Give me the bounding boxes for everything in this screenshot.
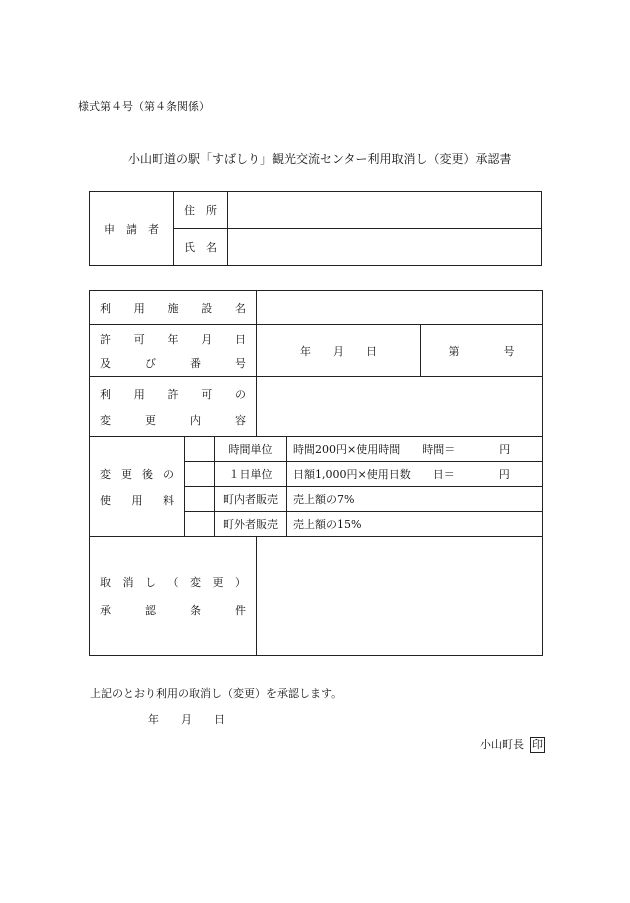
fee-label-line2: 使 用 料 bbox=[100, 493, 174, 507]
fee-detail: 売上額の15% bbox=[287, 512, 543, 537]
permit-label-line2: 及 び 番 号 bbox=[100, 356, 246, 370]
fee-type: 町外者販売 bbox=[215, 512, 287, 537]
signer-title: 小山町長 bbox=[480, 738, 524, 751]
address-field[interactable] bbox=[228, 192, 542, 229]
name-field[interactable] bbox=[228, 229, 542, 266]
seal-mark: 印 bbox=[532, 738, 543, 751]
fee-check-box[interactable] bbox=[185, 487, 215, 512]
fee-label-line1: 変 更 後 の bbox=[100, 467, 174, 481]
fee-detail: 売上額の7% bbox=[287, 487, 543, 512]
fee-check-box[interactable] bbox=[185, 462, 215, 487]
facility-label: 利 用 施 設 名 bbox=[100, 301, 246, 315]
applicant-table bbox=[89, 191, 542, 266]
page-title: 小山町道の駅「すばしり」観光交流センター利用取消し（変更）承認書 bbox=[128, 152, 512, 166]
fee-detail: 日額1,000円×使用日数 日＝ 円 bbox=[287, 462, 543, 487]
form-number: 様式第４号（第４条関係） bbox=[78, 100, 210, 113]
fee-type: 町内者販売 bbox=[215, 487, 287, 512]
change-content-field[interactable] bbox=[257, 377, 543, 437]
fee-check-box[interactable] bbox=[185, 512, 215, 537]
change-label-line2: 変 更 内 容 bbox=[100, 413, 246, 427]
main-table bbox=[89, 290, 543, 656]
signature-block bbox=[480, 736, 545, 753]
fee-check-box[interactable] bbox=[185, 437, 215, 462]
applicant-label: 申 請 者 bbox=[90, 192, 174, 266]
condition-label-line2: 承 認 条 件 bbox=[100, 604, 246, 617]
fee-detail: 時間200円×使用時間 時間＝ 円 bbox=[287, 437, 543, 462]
permit-label-line1: 許 可 年 月 日 bbox=[100, 332, 246, 346]
change-label-line1: 利 用 許 可 の bbox=[100, 387, 246, 401]
permit-number-field[interactable]: 第 号 bbox=[421, 325, 543, 377]
address-label: 住 所 bbox=[174, 192, 228, 229]
condition-field[interactable] bbox=[257, 537, 543, 656]
fee-type: 時間単位 bbox=[215, 437, 287, 462]
name-label: 氏 名 bbox=[174, 229, 228, 266]
fee-type: １日単位 bbox=[215, 462, 287, 487]
permit-date-field[interactable]: 年 月 日 bbox=[257, 325, 421, 377]
approval-statement: 上記のとおり利用の取消し（変更）を承認します。 bbox=[90, 687, 343, 700]
approval-date: 年 月 日 bbox=[148, 713, 225, 726]
facility-field[interactable] bbox=[257, 291, 543, 325]
condition-label-line1: 取 消 し （ 変 更 ） bbox=[100, 576, 246, 589]
